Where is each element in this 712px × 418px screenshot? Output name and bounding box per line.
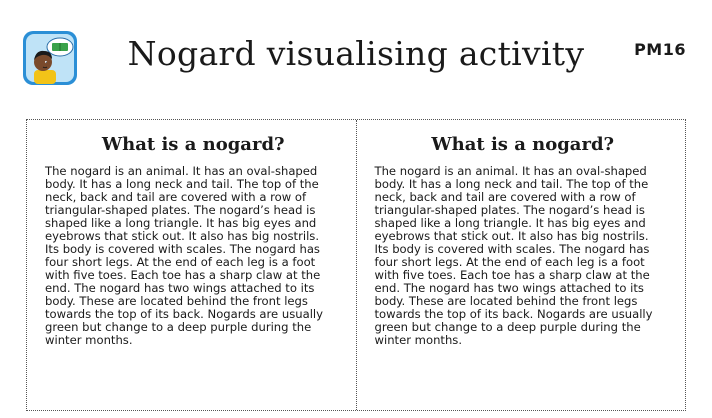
- card-title: What is a nogard?: [431, 134, 615, 155]
- page-title: Nogard visualising activity: [127, 34, 585, 73]
- page-code: PM16: [634, 40, 686, 59]
- card-right: [356, 120, 686, 410]
- card-body: The nogard is an animal. It has an oval-shaped body. It has a long neck and tail. The top of the neck, back and tail are covered with a row of triangular-shaped plates. The nogard’s head is shaped like a long triangle. It has big eyes and eyebrows that stick out. It also has big nostrils. Its body is covered with scales. The nogard has four short legs. At the end of each leg is a foot with five toes. Each toe has a sharp claw at the end. The nogard has two wings attached to its body. These are located behind the front legs towards the top of its back. Nogards are usually green but change to a deep purple during the winter months.: [374, 164, 653, 347]
- card-grid: [26, 119, 686, 411]
- card-left: [27, 120, 356, 410]
- card-body: The nogard is an animal. It has an oval-shaped body. It has a long neck and tail. The top of the neck, back and tail are covered with a row of triangular-shaped plates. The nogard’s head is shaped like a long triangle. It has big eyes and eyebrows that stick out. It also has big nostrils. Its body is covered with scales. The nogard has four short legs. At the end of each leg is a foot with five toes. Each toe has a sharp claw at the end. The nogard has two wings attached to its body. These are located behind the front legs towards the top of its back. Nogards are usually green but change to a deep purple during the winter months.: [45, 164, 324, 347]
- card-title: What is a nogard?: [101, 134, 285, 155]
